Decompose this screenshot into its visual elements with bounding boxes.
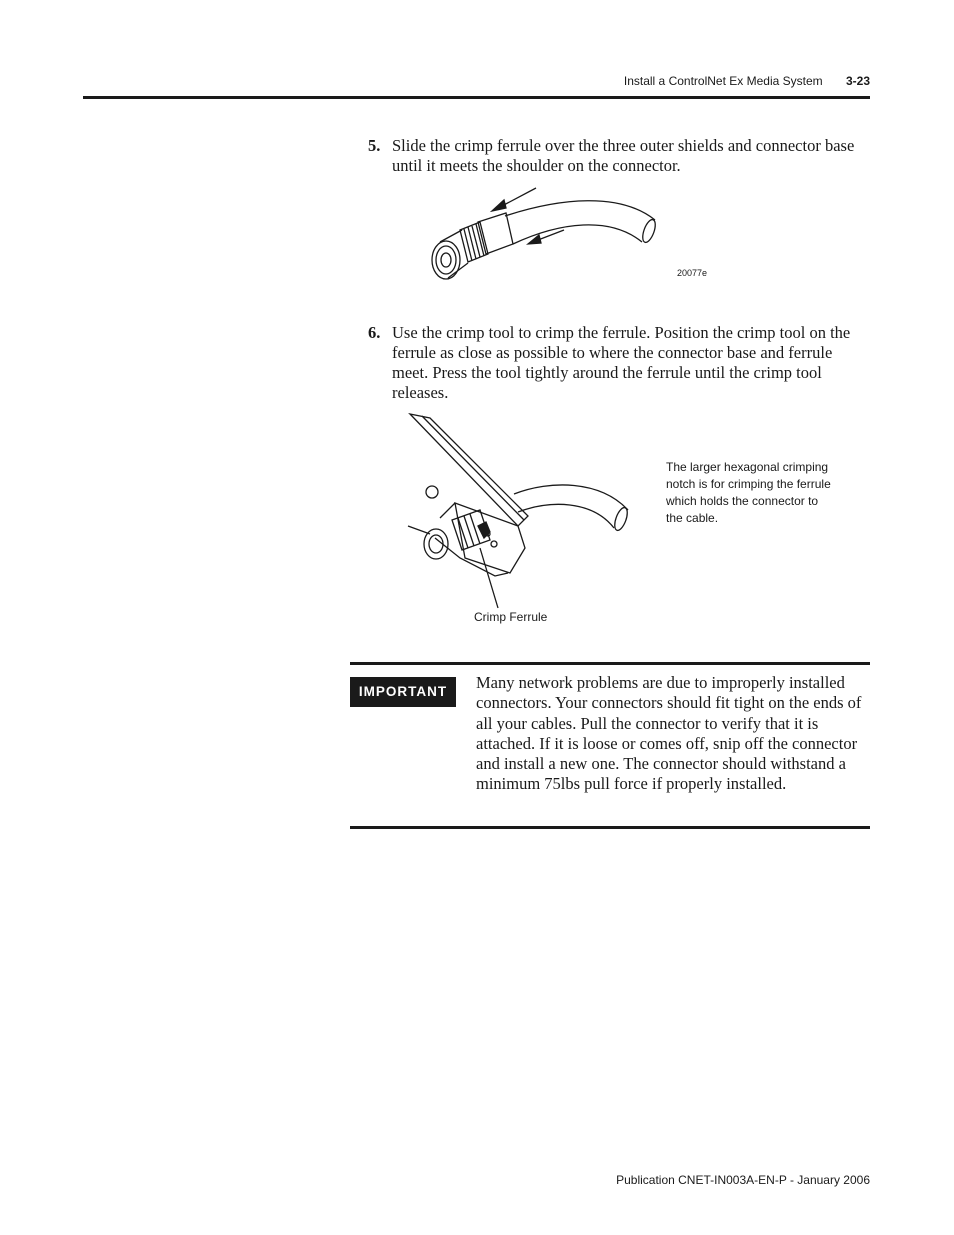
important-badge: IMPORTANT <box>350 677 456 707</box>
crimp-tool-illustration <box>400 408 640 618</box>
header-rule <box>83 96 870 99</box>
page-number: 3-23 <box>845 74 870 88</box>
important-text: Many network problems are due to improperly installed connectors. Your connectors should fit tight on the ends of all your cables. Pull the connector to verify that it is attached. If it is loose or comes off, snip off the connector and install a new one. The connector should withstand a minimum 75lbs pull force if properly installed. <box>476 673 862 794</box>
figure-code: 20077e <box>677 268 708 278</box>
important-bottom-rule <box>350 826 870 829</box>
step-text: Use the crimp tool to crimp the ferrule. Position the crimp tool on the ferrule as close as possible to where the connector base and ferrule meet. Press the tool tightly around the ferrule until the crimp tool releases. <box>392 323 851 402</box>
header-title: Install a ControlNet Ex Media System <box>623 74 823 88</box>
important-top-rule <box>350 662 870 665</box>
connector-ferrule-illustration <box>420 180 670 290</box>
step-5 <box>368 136 868 176</box>
step-text: Slide the crimp ferrule over the three outer shields and connector base until it meets the shoulder on the connector. <box>392 136 855 175</box>
step-number: 6. <box>368 323 381 342</box>
crimp-notch-callout: The larger hexagonal crimping notch is for crimping the ferrule which holds the connector to the cable. <box>666 460 831 525</box>
crimp-ferrule-label: Crimp Ferrule <box>474 610 548 624</box>
step-number: 5. <box>368 136 381 155</box>
publication-footer: Publication CNET-IN003A-EN-P - January 2006 <box>616 1173 870 1187</box>
page-header <box>560 74 870 88</box>
step-6 <box>368 323 868 403</box>
